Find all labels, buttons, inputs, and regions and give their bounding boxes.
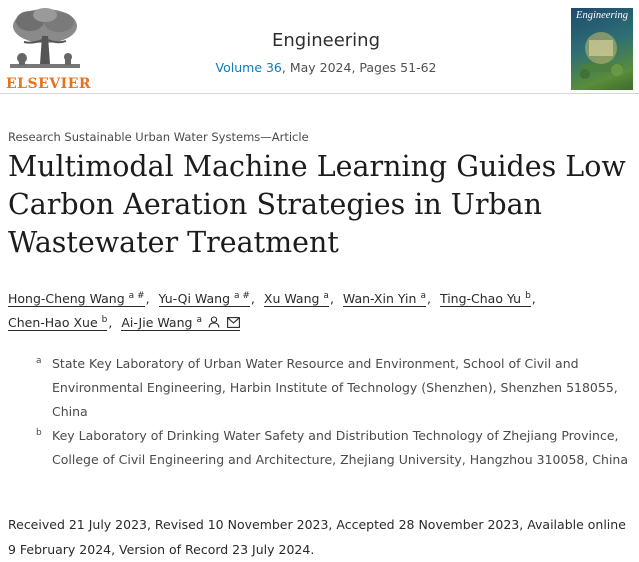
elsevier-logo[interactable] (6, 6, 92, 92)
author-name: Chen-Hao Xue (8, 315, 98, 330)
volume-link[interactable]: Volume 36 (215, 60, 282, 75)
cover-title: Engineering (576, 10, 628, 21)
author-name: Wan-Xin Yin (342, 291, 417, 306)
elsevier-tree-icon (6, 6, 84, 72)
affiliation-item (36, 352, 634, 424)
person-icon (208, 316, 220, 328)
article-history-dates: Received 21 July 2023, Revised 10 November 2023, Accepted 28 November 2023, Available online 9 February 2024, Version of Record 23 July 2024. (8, 517, 626, 557)
affiliation-text: Key Laboratory of Drinking Water Safety and Distribution Technology of Zhejiang Province, College of Civil Engineering and Architecture, Zhejiang University, Hangzhou 310058, China (52, 428, 629, 467)
author-affil-mark: a (323, 290, 329, 301)
citation-line (140, 60, 512, 75)
article-category: Research Sustainable Urban Water Systems—Article (8, 130, 309, 144)
journal-header (0, 0, 639, 94)
author-link[interactable] (440, 291, 531, 307)
author-affil-mark: a # (234, 290, 250, 301)
affiliation-text: State Key Laboratory of Urban Water Resource and Environment, School of Civil and Environmental Engineering, Harbin Institute of Technology (Shenzhen), Shenzhen 518055, China (52, 356, 618, 419)
affiliation-list (36, 352, 634, 472)
author-affil-mark: a (420, 290, 426, 301)
author-link[interactable] (8, 291, 145, 307)
author-link[interactable] (8, 315, 107, 331)
author-link[interactable] (343, 291, 426, 307)
author-affil-mark: b (525, 290, 531, 301)
author-name: Yu-Qi Wang (158, 291, 231, 306)
article-title: Multimodal Machine Learning Guides Low Carbon Aeration Strategies in Urban Wastewater Treatment (8, 150, 626, 259)
author-name: Hong-Cheng Wang (8, 291, 125, 306)
author-link[interactable] (159, 291, 250, 307)
author-name: Ting-Chao Yu (439, 291, 522, 306)
author-name: Xu Wang (263, 291, 320, 306)
author-affil-mark: b (101, 314, 108, 325)
affiliation-item (36, 424, 634, 472)
author-affil-mark: a # (128, 290, 145, 301)
author-link[interactable] (264, 291, 329, 307)
cover-illustration-icon (571, 8, 633, 90)
author-name: Ai-Jie Wang (121, 315, 193, 330)
affiliation-mark: b (36, 428, 42, 438)
citation-details: , May 2024, Pages 51-62 (281, 60, 437, 75)
author-list: Hong-Cheng Wang $^{a \#}$, Yu-Qi Wang $^{a \#}$, Xu Wang $^a$, Wan-Xin Yin $^a$, Ting-Chao Yu $^b$, Chen-Hao Xue $^b$, Ai-Jie Wang $^a$ (8, 290, 536, 330)
author-affil-mark: a (196, 314, 202, 325)
elsevier-wordmark: ELSEVIER (6, 76, 92, 92)
affiliation-mark: a (36, 356, 42, 366)
journal-title[interactable]: Engineering (272, 30, 380, 51)
envelope-icon[interactable] (227, 317, 240, 328)
journal-cover-image[interactable] (571, 8, 633, 90)
author-link-corresponding[interactable] (121, 315, 240, 331)
